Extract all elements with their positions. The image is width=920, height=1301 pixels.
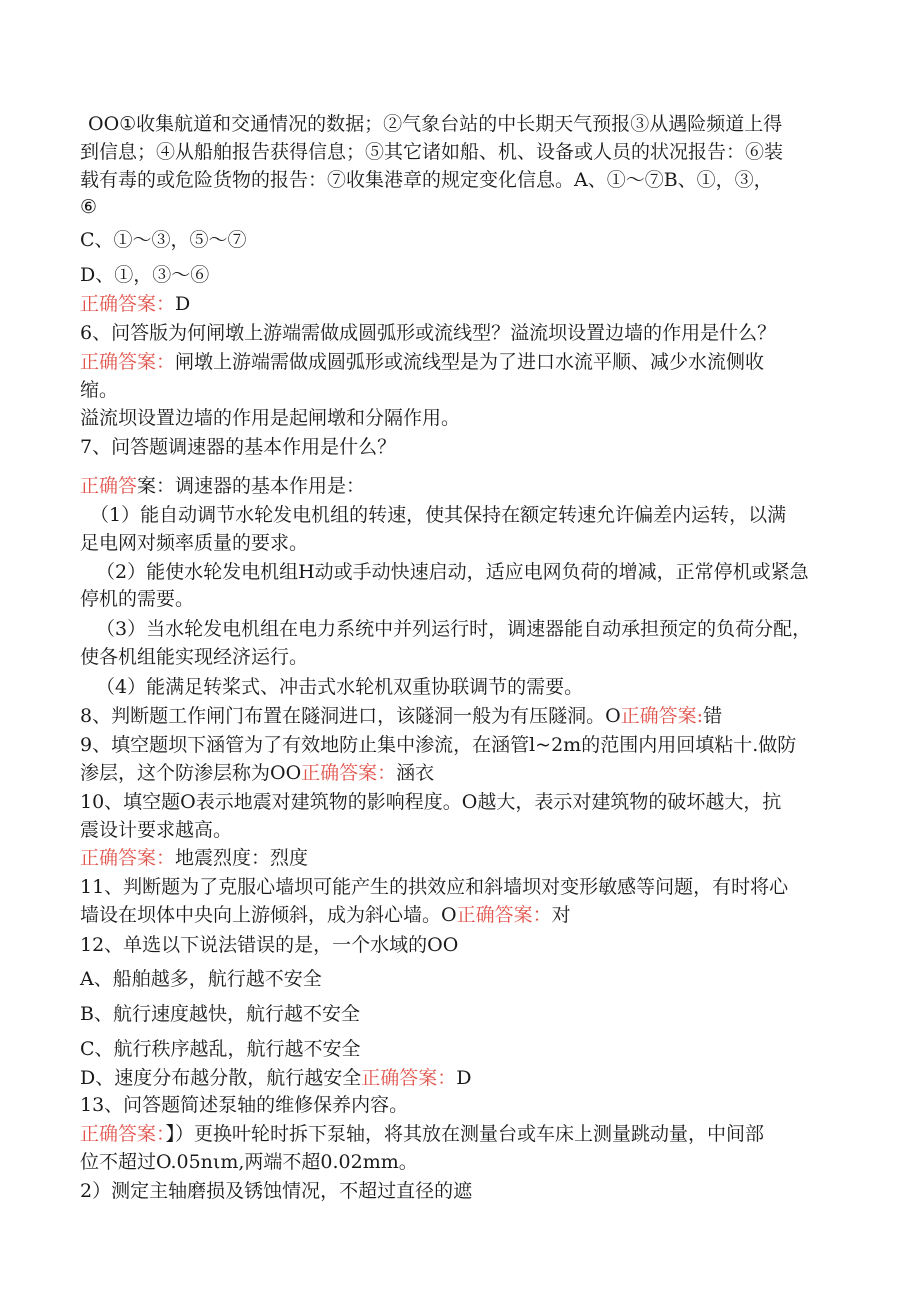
q10-line-2: 震设计要求越高。 <box>80 819 233 841</box>
q12-option-c: C、航行秩序越乱，航行越不安全 <box>80 1038 361 1060</box>
q12-option-b: B、航行速度越快，航行越不安全 <box>80 1003 360 1025</box>
q6-answer-line-3: 溢流坝设置边墙的作用是起闸墩和分隔作用。 <box>80 407 461 429</box>
q7-point-1-line-2: 足电网对频率质量的要求。 <box>80 532 309 554</box>
q13-answer-line-3: 2）测定主轴磨损及锈蚀情况，不超过直径的遮 <box>80 1180 473 1202</box>
q5-line-3: 载有毒的或危险货物的报告：⑦收集港章的规定变化信息。A、①～⑦B、①，③， <box>80 169 773 191</box>
q10-answer: 正确答案：地震烈度：烈度 <box>80 847 309 869</box>
q5-option-d: D、①，③～⑥ <box>80 264 210 286</box>
q7-answer-head: 正确答案：调速器的基本作用是： <box>80 475 366 497</box>
q7-point-1-line-1: （1）能自动调节水轮发电机组的转速，使其保持在额定转速允许偏差内运转，以满 <box>90 504 787 526</box>
q7-point-2-line-1: （2）能使水轮发电机组H动或手动快速启动，适应电网负荷的增减，正常停机或紧急 <box>96 561 809 583</box>
q7-point-3-line-2: 使各机组能实现经济运行。 <box>80 646 309 668</box>
q11-line-2: 墙设在坝体中央向上游倾斜，成为斜心墙。O正确答案：对 <box>80 904 571 926</box>
q5-line-4: ⑥ <box>80 196 98 218</box>
q9-line-2: 渗层，这个防渗层称为OO正确答案：涵衣 <box>80 762 435 784</box>
q7-point-4: （4）能满足转桨式、冲击式水轮机双重协联调节的需要。 <box>96 676 584 698</box>
q5-line-2: 到信息；④从船舶报告获得信息；⑤其它诸如船、机、设备或人员的状况报告：⑥装 <box>80 141 784 163</box>
q12-option-d: D、速度分布越分散，航行越安全正确答案：D <box>80 1067 472 1089</box>
q10-line-1: 10、填空题O表示地震对建筑物的影响程度。O越大，表示对建筑物的破坏越大，抗 <box>80 791 782 813</box>
q7-question: 7、问答题调速器的基本作用是什么？ <box>80 436 397 458</box>
q5-option-c: C、①～③，⑤～⑦ <box>80 229 247 251</box>
q9-line-1: 9、填空题坝下涵管为了有效地防止集中渗流，在涵管l~2m的范围内用回填粘十.做防 <box>80 734 797 756</box>
q7-point-3-line-1: （3）当水轮发电机组在电力系统中并列运行时，调速器能自动承担预定的负荷分配， <box>96 618 812 640</box>
q12-question: 12、单选以下说法错误的是，一个水域的OO <box>80 934 459 956</box>
q13-question: 13、问答题简述泵轴的维修保养内容。 <box>80 1094 409 1116</box>
q6-answer-line-1: 正确答案：闸墩上游端需做成圆弧形或流线型是为了进口水流平顺、减少水流侧收 <box>80 351 765 373</box>
q6-answer-line-2: 缩。 <box>80 379 119 401</box>
q12-option-a: A、船舶越多，航行越不安全 <box>80 968 322 990</box>
q13-answer-line-1: 正确答案：】）更换叶轮时拆下泵轴，将其放在测量台或车床上测量跳动量，中间部 <box>80 1123 765 1145</box>
q6-question: 6、问答版为何闸墩上游端需做成圆弧形或流线型？溢流坝设置边墙的作用是什么？ <box>80 322 777 344</box>
q8-question: 8、判断题工作闸门布置在隧洞进口，该隧洞一般为有压隧洞。O正确答案:错 <box>80 705 723 727</box>
q5-line-1: OO①收集航道和交通情况的数据；②气象台站的中长期天气预报③从遇险频道上得 <box>88 113 783 135</box>
q5-answer: 正确答案：D <box>80 293 191 315</box>
q7-point-2-line-2: 停机的需要。 <box>80 588 195 610</box>
q11-line-1: 11、判断题为了克服心墙坝可能产生的拱效应和斜墙坝对变形敏感等问题，有时将心 <box>80 876 789 898</box>
q13-answer-line-2: 位不超过O.05nιm,两端不超0.02mm。 <box>80 1151 418 1173</box>
